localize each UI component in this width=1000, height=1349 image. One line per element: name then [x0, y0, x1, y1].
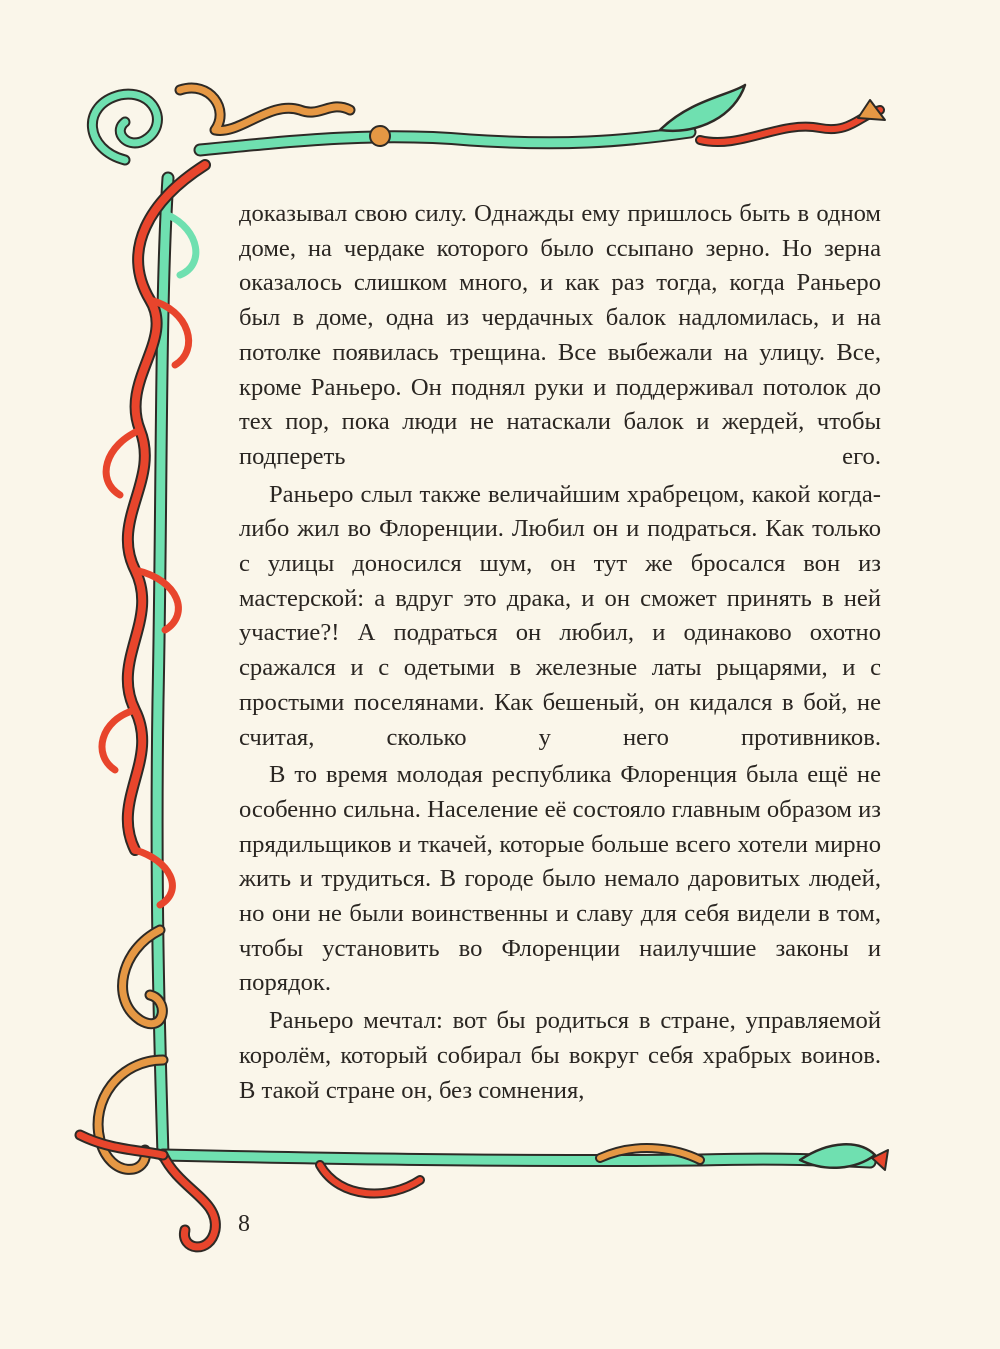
paragraph-4: Раньеро мечтал: вот бы родиться в стране, управляемой королём, который собирал бы вокруг себя храбрых воинов. В такой стране он, без сомнения, [239, 1007, 881, 1104]
top-right-leaf [660, 85, 745, 131]
paragraph-1: доказывал свою силу. Однажды ему пришлось быть в одном доме, на чердаке которого было ссыпано зерно. Но зерна оказалось слишком много, и как раз тогда, когда Раньеро был в доме, одна из чердачных балок надломилась, и на потолке появилась трещина. Все выбежали на улицу. Все, кроме Раньеро. Он поднял руки и поддерживал потолок до тех пор, пока люди не натаскали балок и жердей, чтобы подпереть его. [239, 200, 881, 470]
paragraph-3: В то время молодая республика Флоренция была ещё не особенно сильна. Население её состояло главным образом из прядильщиков и ткачей, которые больше всего хотели мирно жить и трудиться. В городе было немало даровитых людей, но они не были воинственны и славу для себя видели в том, чтобы установить во Флоренции наилучшие законы и порядок. [239, 761, 881, 997]
page-number: 8 [238, 1211, 250, 1237]
paragraph-2: Раньеро слыл также величайшим храбрецом, какой когда-либо жил во Флоренции. Любил он и подраться. Как только с улицы доносился шум, он тут же бросался вон из мастерской: а вдруг это драка, и он сможет принять в ней участие?! А подраться он любил, и одинаково охотно сражался и с одетыми в железные латы рыцарями, и с простыми поселянами. Как бешеный, он кидался в бой, не считая, сколько у него противников. [239, 480, 881, 751]
story-text [239, 197, 881, 1111]
